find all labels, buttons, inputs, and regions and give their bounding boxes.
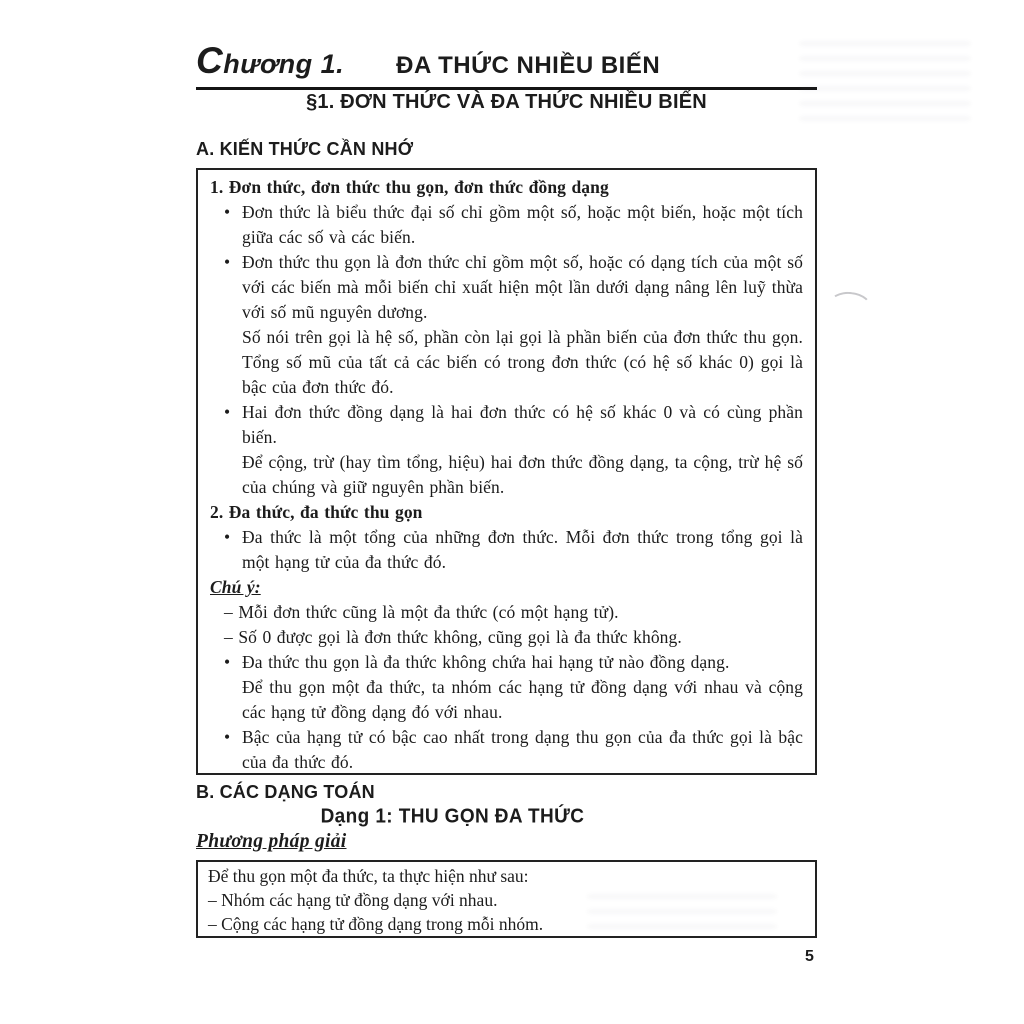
kb-heading-2: 2. Đa thức, đa thức thu gọn [210,502,423,522]
header-rule [196,87,817,90]
chapter-label: Chương 1. [196,40,345,81]
kb-bullet: • Đa thức thu gọn là đa thức không chứa hai hạng tử nào đồng dạng. [210,650,803,675]
method-line: Để thu gọn một đa thức, ta thực hiện như sau: [208,866,529,886]
method-line: – Nhóm các hạng tử đồng dạng với nhau. [208,890,498,910]
method-line: – Cộng các hạng tử đồng dạng trong mỗi nhóm. [208,914,544,934]
bleed-through-smudge [800,42,970,120]
part-b-heading: B. CÁC DẠNG TOÁN [196,782,375,802]
method-heading: Phương pháp giải [196,831,347,852]
kb-bullet: • Bậc của hạng tử có bậc cao nhất trong dạng thu gọn của đa thức gọi là bậc của đa thức đó. [210,725,803,775]
method-box [196,860,817,938]
section-title: §1. ĐƠN THỨC VÀ ĐA THỨC NHIỀU BIẾN [306,91,707,113]
kb-paragraph: Số nói trên gọi là hệ số, phần còn lại gọi là phần biến của đơn thức thu gọn. Tổng số mũ của tất cả các biến có trong đơn thức (có hệ số khác 0) gọi là bậc của đơn thức đó. [242,327,803,397]
part-a-heading: A. KIẾN THỨC CẦN NHỚ [196,139,414,159]
knowledge-box [196,168,817,775]
chapter-header [196,40,817,90]
kb-paragraph: Để thu gọn một đa thức, ta nhóm các hạng tử đồng dạng với nhau và cộng các hạng tử đồng dạng đó với nhau. [242,677,803,722]
kb-bullet: • Đơn thức thu gọn là đơn thức chỉ gồm một số, hoặc có dạng tích của một số với các biến mà mỗi biến chỉ xuất hiện một lần dưới dạng nâng lên luỹ thừa với số mũ nguyên dương. [210,250,803,325]
kb-bullet: • Đơn thức là biểu thức đại số chỉ gồm một số, hoặc một biến, hoặc một tích giữa các số và các biến. [210,200,803,250]
scan-arc-mark [827,290,874,324]
kb-heading-1: 1. Đơn thức, đơn thức thu gọn, đơn thức đồng dạng [210,177,609,197]
kb-paragraph: Để cộng, trừ (hay tìm tổng, hiệu) hai đơn thức đồng dạng, ta cộng, trừ hệ số của chúng và giữ nguyên phần biến. [242,452,803,497]
kb-dash-item: – Mỗi đơn thức cũng là một đa thức (có một hạng tử). [224,602,619,622]
chapter-title: ĐA THỨC NHIỀU BIẾN [396,52,661,79]
kb-note-heading: Chú ý: [210,577,261,597]
kb-bullet: • Đa thức là một tổng của những đơn thức. Mỗi đơn thức trong tổng gọi là một hạng tử của đa thức đó. [210,525,803,575]
kb-dash-item: – Số 0 được gọi là đơn thức không, cũng gọi là đa thức không. [224,627,682,647]
dang1-heading: Dạng 1: THU GỌN ĐA THỨC [320,805,585,828]
chapter-row [196,40,817,82]
kb-bullet: • Hai đơn thức đồng dạng là hai đơn thức có hệ số khác 0 và có cùng phần biến. [210,400,803,450]
page-number: 5 [805,948,814,965]
